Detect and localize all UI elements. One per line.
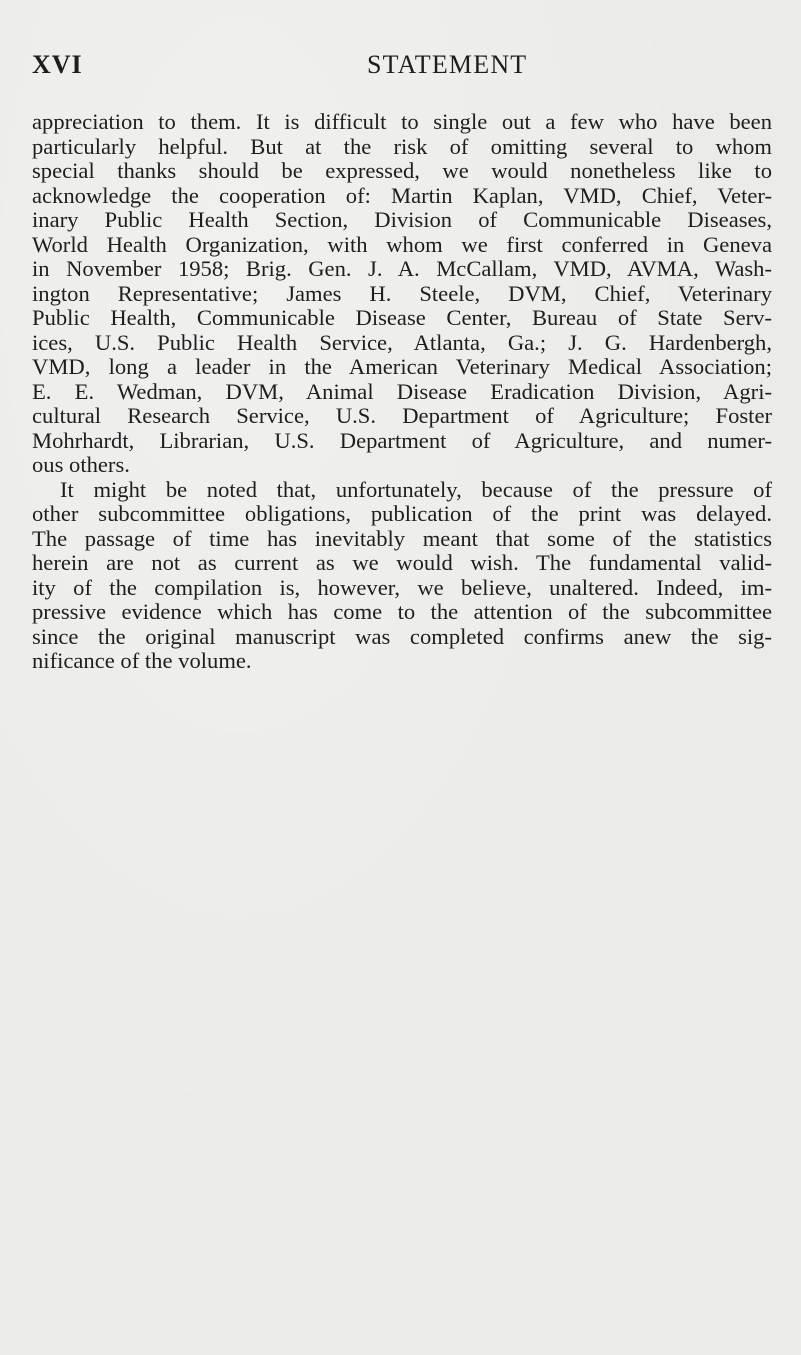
running-head: [32, 50, 772, 84]
text-line: special thanks should be expressed, we would nonetheless like to: [32, 158, 772, 183]
paragraph-publication-delay: [32, 478, 772, 674]
text-line: It might be noted that, unfortunately, because of the pressure of: [60, 476, 772, 502]
text-line: ington Representative; James H. Steele, DVM, Chief, Veterinary: [32, 280, 772, 306]
text-line: The passage of time has inevitably meant that some of the statistics: [32, 525, 772, 551]
text-line: appreciation to them. It is difficult to single out a few who have been: [32, 109, 772, 134]
text-line: E. E. Wedman, DVM, Animal Disease Eradication Division, Agri-: [32, 378, 772, 404]
paragraph-acknowledgments: [32, 110, 772, 478]
text-line: VMD, long a leader in the American Veterinary Medical Association;: [32, 354, 772, 379]
text-line: Public Health, Communicable Disease Center, Bureau of State Serv-: [32, 305, 772, 330]
running-title: STATEMENT: [367, 50, 528, 79]
text-line: nificance of the volume.: [32, 648, 252, 673]
text-line: ices, U.S. Public Health Service, Atlanta, Ga.; J. G. Hardenbergh,: [32, 329, 772, 355]
body-text: [32, 110, 772, 674]
text-line: ity of the compilation is, however, we believe, unaltered. Indeed, im-: [32, 574, 772, 600]
text-line: in November 1958; Brig. Gen. J. A. McCallam, VMD, AVMA, Wash-: [32, 256, 772, 281]
text-line: other subcommittee obligations, publication of the print was delayed.: [32, 501, 772, 526]
text-line: Mohrhardt, Librarian, U.S. Department of Agriculture, and numer-: [32, 427, 772, 453]
text-line: ous others.: [32, 452, 130, 477]
text-line: World Health Organization, with whom we first conferred in Geneva: [32, 231, 772, 257]
text-line: pressive evidence which has come to the attention of the subcommittee: [32, 599, 772, 624]
text-line: acknowledge the cooperation of: Martin Kaplan, VMD, Chief, Veter-: [32, 182, 772, 208]
text-line: inary Public Health Section, Division of Communicable Diseases,: [32, 207, 772, 232]
text-line: since the original manuscript was completed confirms anew the sig-: [32, 623, 772, 649]
text-line: cultural Research Service, U.S. Department of Agriculture; Foster: [32, 403, 772, 428]
page-number: XVI: [32, 50, 83, 79]
text-line: herein are not as current as we would wish. The fundamental valid-: [32, 550, 772, 575]
text-line: particularly helpful. But at the risk of omitting several to whom: [32, 133, 772, 159]
